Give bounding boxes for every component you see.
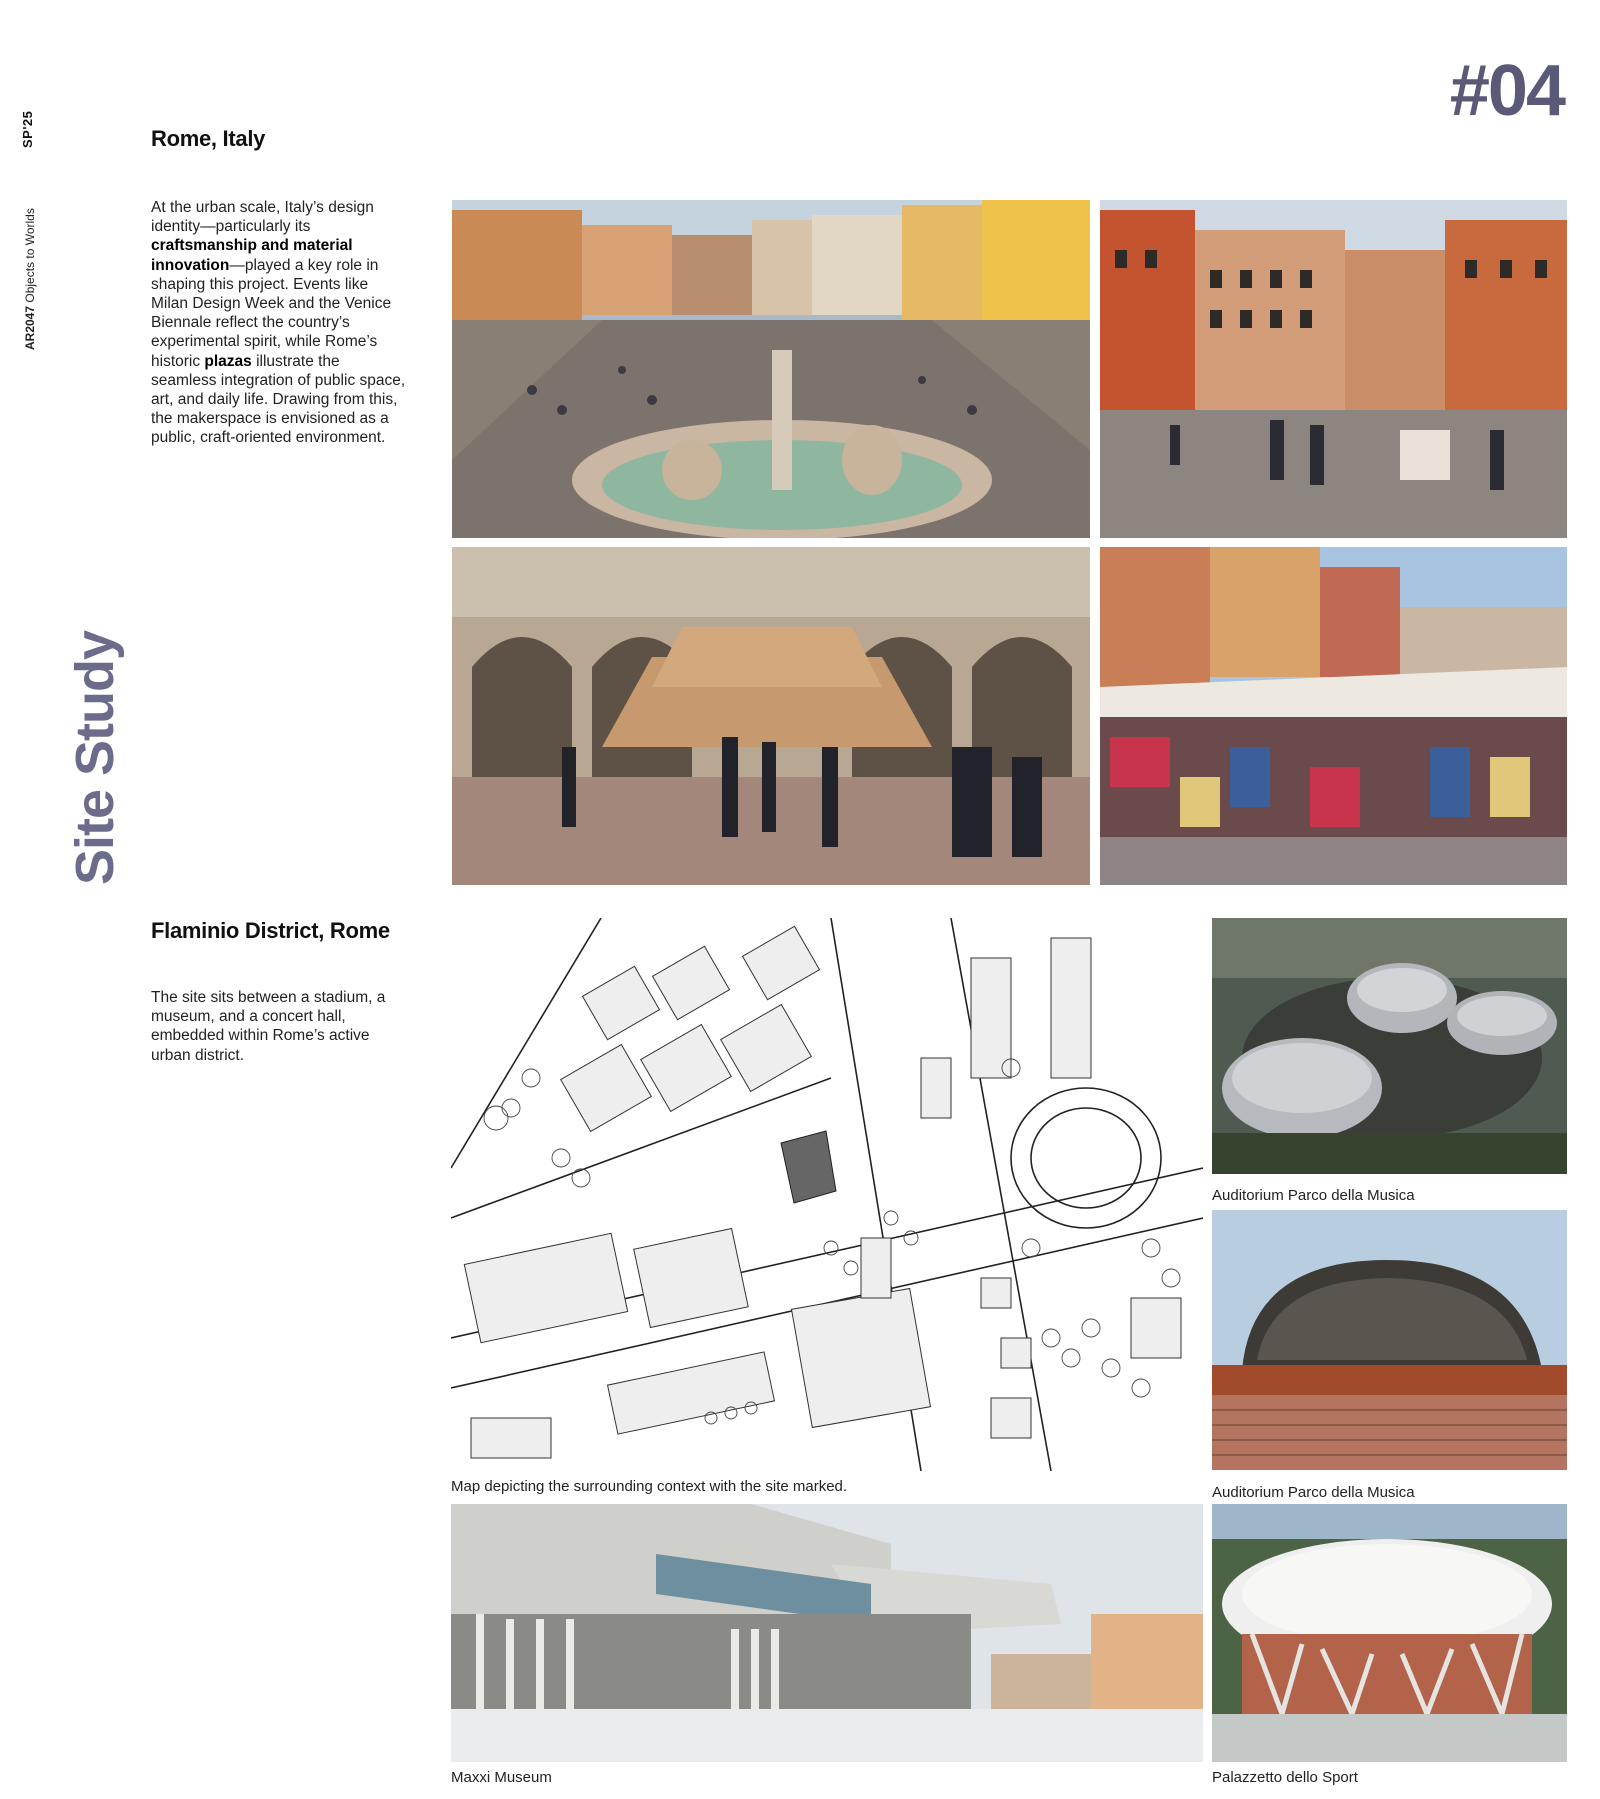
course-name: Objects to Worlds [23, 208, 37, 303]
heading-rome: Rome, Italy [151, 126, 266, 151]
photo-palazzetto [1212, 1504, 1567, 1762]
emphasis-craft: craftsmanship and material innovation [151, 237, 353, 274]
photo-market [1100, 547, 1567, 885]
photo-maxxi-museum [451, 1504, 1203, 1762]
caption-auditorium-2: Auditorium Parco della Musica [1212, 1484, 1415, 1501]
section-title: Site Study [65, 630, 125, 885]
caption-palazzetto: Palazzetto dello Sport [1212, 1769, 1358, 1786]
page-number: #04 [1449, 51, 1564, 131]
text-run: At the urban scale, Italy’s design identity—particularly its [151, 199, 374, 236]
photo-piazza-street [1100, 200, 1567, 538]
photo-courtyard-installation [452, 547, 1090, 885]
emphasis-plazas: plazas [204, 352, 252, 370]
site-map [451, 918, 1203, 1471]
photo-piazza-navona [452, 200, 1090, 538]
caption-maxxi: Maxxi Museum [451, 1769, 552, 1786]
heading-flaminio: Flaminio District, Rome [151, 918, 390, 943]
caption-map: Map depicting the surrounding context with the site marked. [451, 1478, 848, 1495]
photo-auditorium-front [1212, 1210, 1567, 1470]
course-code: AR2047 [23, 305, 37, 350]
course-label [23, 208, 37, 350]
text-run: —played a key role in shaping this project. Events like Milan Design Week and the Venice Biennale reflect the country’s experimental spirit, while Rome’s historic [151, 256, 392, 370]
paragraph-flaminio: The site sits between a stadium, a museum, and a concert hall, embedded within Rome’s active urban district. [151, 989, 386, 1064]
term-label: SP'25 [20, 110, 35, 148]
photo-auditorium-aerial [1212, 918, 1567, 1174]
paragraph-rome [151, 198, 406, 448]
text-run: illustrate the seamless integration of public space, art, and daily life. Drawing from this, the makerspace is envisioned as a public, craft-oriented environment. [151, 352, 406, 447]
caption-auditorium-1: Auditorium Parco della Musica [1212, 1187, 1415, 1204]
